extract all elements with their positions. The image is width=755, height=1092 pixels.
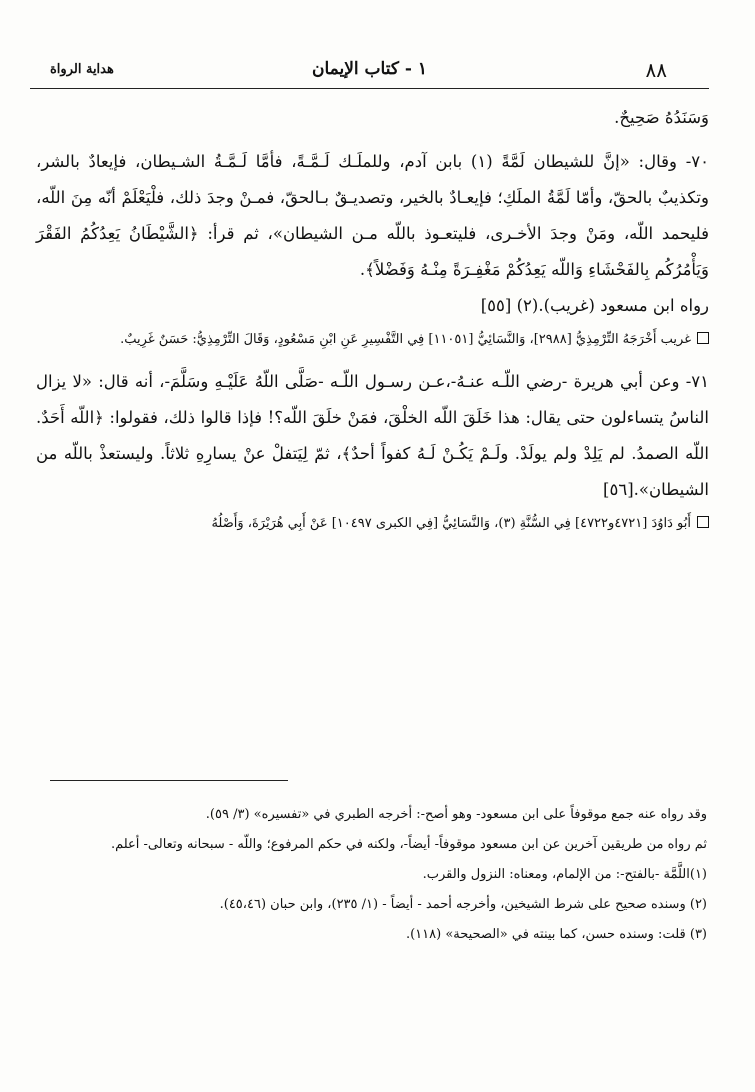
hadith-70-note-text: غريب أَخْرَجَهُ التِّرْمِذِيُّ [٢٩٨٨]، وَالنَّسَائِيُّ [١١٠٥١] فِي التَّفْسِيرِ عَنِ ابْنِ مَسْعُودٍ، وَقَالَ التِّرْمِذِيُّ: حَسَنٌ غَرِيبٌ.: [120, 332, 691, 347]
footnote-note-b: ثم رواه من طريقين آخرين عن ابن مسعود موقوفاً- أيضاً-، ولكنه في حكم المرفوع؛ واللّه - سبحانه وتعالى- أعلم.: [110, 837, 707, 852]
footnote-1: (١)اللَّمَّة -بالفتح-: من الإلمام، ومعناه: النزول والقرب.: [422, 867, 707, 882]
footnote-note-a: وقد رواه عنه جمع موقوفاً على ابن مسعود- وهو أصح-: أخرجه الطبري في «تفسيره» (٣/ ٥٩).: [205, 807, 707, 822]
hadith-71-text: ٧١- وعن أبي هريرة -رضي اللّـه عنـهُ-،عـن رسـول اللّـه -صَلَّى اللّهُ عَلَيْـهِ وسَلَّمَ-، أنه قال: «لا يزال الناسُ يتساءلون حتى يقال: هذا خَلَقَ اللّه الخلْقَ، فمَنْ خلَقَ اللّه؟! فإذا قالوا ذلك، فقولوا: ﴿اللّه أَحَدٌ. اللّه الصمدُ. لم يَلِدْ ولم يولَدْ. ولَـمْ يَكُـنْ لَـهُ كفواً أحدٌ﴾، ثمّ لِيَتفلْ عنْ يسارِهِ ثلاثاً. وليستعذْ باللّه من الشيطان».[٥٦]: [36, 372, 709, 499]
footnote-2: (٢) وسنده صحيح على شرط الشيخين، وأخرجه أحمد - أيضاً - (١/ ٢٣٥)، وابن حبان (٤٥،٤٦).: [219, 897, 707, 912]
page-header: [30, 56, 709, 90]
hadith-71-note-text: أَبُو دَاوُدَ [٤٧٢١و٤٧٢٢] فِي السُّنَّةِ (٣)، وَالنَّسَائِيُّ [فِي الكبرى ١٠٤٩٧] عَنْ أَبِي هُرَيْرَةَ، وَأَصْلُهُ: [211, 516, 691, 531]
checkbox-square-icon: [697, 516, 709, 528]
page-number: ٨٨: [645, 58, 667, 82]
book-title: هداية الرواة: [50, 62, 114, 77]
footnote-3: (٣) قلت: وسنده حسن، كما بينته في «الصحيحة» (١١٨).: [405, 927, 707, 942]
hadith-71-note: [36, 508, 709, 540]
hadith-70-note: [36, 324, 709, 356]
chapter-title: ١ - كتاب الإيمان: [311, 59, 427, 79]
header-rule: [30, 88, 709, 89]
footnote-rule: [50, 780, 288, 781]
hadith-70-text: ٧٠- وقال: «إنَّ للشيطان لَمَّةً (١) بابن آدم، وللملَـك لَـمَّـةً، فأمَّا لَـمَّـةُ الشـيطان، فإيعادٌ بالشر، وتكذيبٌ بالحقّ، وأمّا لَمَّةُ الملَكِ؛ فإيعـادٌ بالخير، وتصديـقٌ بـالحقّ، فمـنْ وجدَ ذلك، فلْيَعْلَمْ أنّه مِنَ اللّه، فليحمد اللّه، ومَنْ وجدَ الأخـرى، فليتعـوذ باللّه مـن الشيطان»، ثم قرأ: ﴿الشَّيْطَانُ يَعِدُكُمُ الفَقْرَ وَيَأْمُرُكُم بِالفَحْشَاءِ وَاللّه يَعِدُكُمْ مَغْفِـرَةً مِنْـهُ وَفَضْلاً﴾.: [36, 152, 710, 279]
opening-line: وَسَنَدُهُ صَحِيحٌ.: [614, 108, 709, 127]
checkbox-square-icon: [697, 332, 709, 344]
main-text: [36, 100, 709, 540]
footnotes: [40, 800, 707, 950]
hadith-70-narration: رواه ابن مسعود (غريب).(٢) [٥٥]: [480, 296, 709, 315]
